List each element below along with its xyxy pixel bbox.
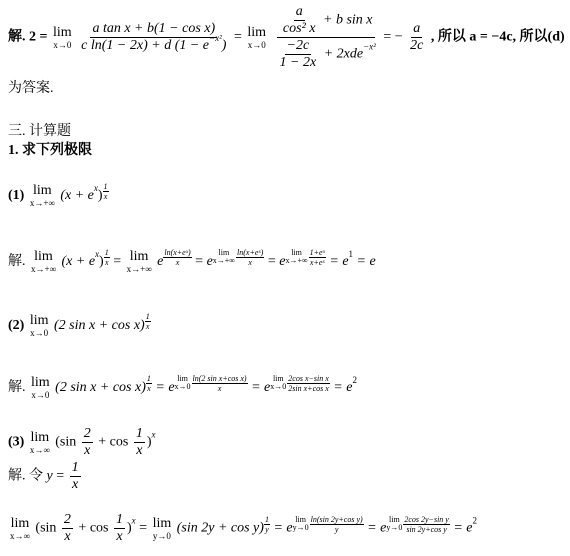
- problem-label: (2): [8, 318, 25, 333]
- limit-operator: lim x→0: [29, 312, 49, 338]
- question-title: 1. 求下列极限: [8, 143, 92, 158]
- solution-3: lim x→∞ (sin $\frac{2}{x}$ + cos $\frac{1}{x}$ )$^x$ = lim y→0 (sin 2y + cos y) $\frac{1}{y}$ = e lim y→0 $\frac{\text{ln(sin 2y+cos y)}}{y}$ = e lim y→0 $\frac{\text{2cos 2y−sin y}}{\text{sin 2y+cos y}}$ = $e^2$: [10, 512, 478, 544]
- limit-operator: lim x→0: [52, 24, 72, 50]
- fraction-main: $\frac{\text{a tan x + b(1 − cos x)}}{c \ln(1 - 2x) + d (1 - e^{-x^2})}$: [81, 21, 227, 53]
- limit-operator: lim x→∞: [29, 429, 50, 455]
- solution-1: 解. lim x→+∞ $(x + e^x)$ $\frac{1}{x}$ = lim x→+∞ e $\frac{\text{ln(x+eˣ)}}{x}$ = e lim x→+∞ $\frac{\text{ln(x+eˣ)}}{x}$ = e lim x→+∞ $\frac{\text{1+eˣ}}{\text{x+eˣ}}$ = $e^1 = e$: [8, 248, 376, 274]
- problem-label: (3): [8, 434, 25, 450]
- solution-lead: 解.: [8, 380, 26, 395]
- limit-operator-2: lim x→0: [247, 24, 267, 50]
- solution-lead: 解. 2 =: [8, 29, 48, 45]
- limit-operator: lim x→+∞: [29, 182, 55, 208]
- problem-label: (1): [8, 188, 25, 203]
- problem-2: (2) lim x→0 (2 sin x + cos x) $\frac{1}{x}$: [8, 312, 150, 338]
- solution-lead: 解.: [8, 254, 26, 269]
- solution-line-header: 解. 2 = lim x→0 $\frac{\text{a tan x + b(1 − cos x)}}{c \ln(1 - 2x) + d (1 - e^{-x^2})}$ = lim x→0 $\frac{a}{\text{cos² x}}$ + b sin x $\frac{-2c}{1 - 2x}$ + 2xde$^{-x^2}$ = − $\frac{a}{2c}$ , 所以 a = −4c, 所以(d): [8, 4, 565, 70]
- exponent-fraction: $\frac{1}{x}$: [103, 182, 108, 201]
- limit-operator: lim x→0: [31, 374, 50, 400]
- limit-operator: lim x→∞: [10, 515, 30, 541]
- conclusion-text: , 所以 a = −4c, 所以(d): [430, 29, 565, 45]
- fraction-result: $\frac{a}{2c}$: [410, 21, 424, 53]
- fraction-derivative: $\frac{a}{\text{cos² x}}$ + b sin x $\frac{-2c}{1 - 2x}$ + 2xde$^{-x^2}$: [274, 4, 378, 71]
- problem-3: (3) lim x→∞ (sin $\frac{2}{x}$ + cos $\frac{1}{x}$ )$^x$: [8, 426, 156, 458]
- section-title: 三. 计算题: [8, 124, 71, 139]
- limit-operator: lim x→+∞: [31, 248, 56, 274]
- substitution-line: 解. 令 y = $\frac{1}{x}$: [8, 460, 79, 492]
- problem-1: (1) lim x→+∞ $(x + e^x)$ $\frac{1}{x}$: [8, 182, 108, 208]
- answer-line: 为答案.: [8, 81, 54, 96]
- solution-2: 解. lim x→0 (2 sin x + cos x) $\frac{1}{x}$ = e lim x→0 $\frac{\text{ln(2 sin x+cos x)}}{x}$ = e lim x→0 $\frac{\text{2cos x−sin x}}{\text{2sin x+cos x}}$ = $e^2$: [8, 374, 357, 400]
